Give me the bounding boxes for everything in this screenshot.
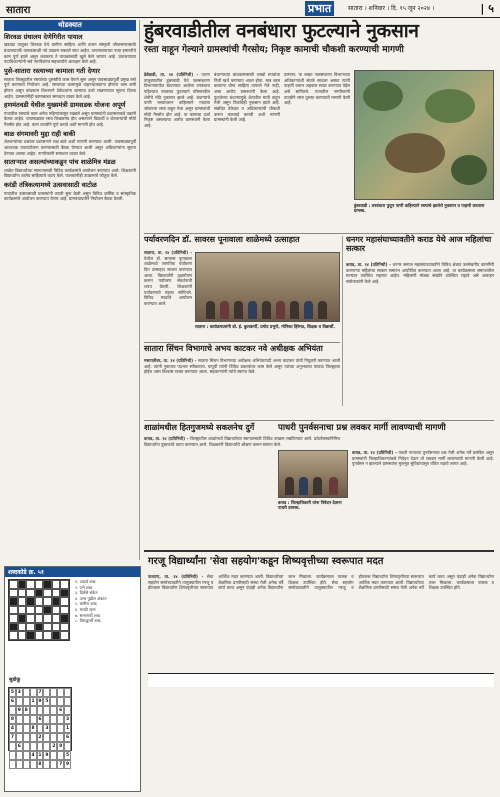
main-story-text: पाटण तालुक्यातील हुंबरवाडी येथे जलसंधारण विभागामार्फत बांधण्यात आलेला वनबंधारा पहिल्याच पावसात फुटल्याने परिसरातील शेतीचे मोठे नुकसान झाले आहे. बंधाऱ्याचे पाणी रस्त्यावरून वाहिल्याने गावाला जोडणारा रस्ता वाहून गेला असून ग्रामस्थांची मोठी गैरसोय होत आहे. या कामाचा दर्जा निकृष्ट असल्याचा आरोप ग्रामस्थांनी केला आहे. [144, 72, 210, 129]
story-headline: पाधरी पुनर्वसनाचा प्रश्न लवकर मार्गी लावण्याची मागणी [278, 423, 446, 433]
sudoku-cell: 8 [38, 762, 42, 767]
story-dateline: कराड, ता. १४ (प्रतिनिधी) - [144, 436, 189, 441]
main-story-col-3 [284, 72, 350, 230]
brief-item [4, 182, 136, 202]
main-story-col-1 [144, 72, 210, 230]
divider [144, 342, 340, 343]
sudoku-cell: 7 [38, 690, 42, 695]
sudoku-cell [64, 742, 71, 751]
briefs-tag: थोडक्यात [4, 20, 136, 31]
sudoku-cell [9, 760, 16, 769]
sudoku-cell [50, 688, 57, 697]
divider [144, 420, 494, 421]
sudoku-cell [23, 697, 30, 706]
story-body: सातारा सिंचन विभागाच्या अधीक्षक अभियंतापदी अभय काटकर यांची नियुक्ती करण्यात आली आहे. त्यांनी नुकताच पदभार स्वीकारला. यापूर्वी त्यांनी विविध प्रकल्पांवर काम केले असून त्यांच्या अनुभवाचा फायदा जिल्ह्याला होईल असा विश्वास व्यक्त करण्यात आला. सहकाऱ्यांनी त्यांचे स्वागत केले. [144, 358, 340, 375]
sudoku-cell: 9 [45, 753, 49, 758]
sudoku-cell [30, 742, 37, 751]
sudoku-cell: 9 [17, 708, 21, 713]
brief-text: गावातील रस्त्याचे काम अनेक महिन्यांपासून रखडले असून ग्रामस्थांनी प्रशासनाकडे तक्रारी केल्या आहेत. पावसाळ्यात रस्ता चिखलमय होत असल्याने विद्यार्थी व शेतकऱ्यांची मोठी गैरसोय होत आहे. काम तातडीने पूर्ण करावे अशी मागणी होत आहे. [4, 110, 136, 128]
brief-text: गावातील उत्सवासाठी ग्रामस्थांनी तयारी सुरू केली असून विविध धार्मिक व सांस्कृतिक कार्यक्रमांचे आयोजन करण्यात येणार आहे. ग्रामपंचायतीने नियोजन बैठक घेतली. [4, 190, 136, 202]
footer-strip [148, 673, 494, 687]
sudoku-cell: 5 [10, 690, 14, 695]
clue: ४. उत्तर पुढील अंकात [75, 595, 107, 601]
sudoku-title: सुडोकू [9, 677, 21, 683]
sudoku-cell [23, 742, 30, 751]
sudoku-cell [37, 742, 44, 751]
crossword-clues [75, 579, 139, 624]
crossword-title: शब्दकोडे क्र. ५१ [5, 567, 140, 577]
newspaper-logo: प्रभात [305, 1, 334, 16]
sudoku-cell [50, 724, 57, 733]
brief-item [4, 131, 136, 156]
story-text [346, 262, 494, 406]
sudoku-cell [30, 733, 37, 742]
clue: ८. विरुद्धार्थी शब्द [75, 618, 101, 624]
clue: १. आडवे शब्द [75, 579, 96, 584]
sudoku-cell [64, 688, 71, 697]
sudoku-cell: 5 [45, 699, 49, 704]
puzzle-box [4, 566, 141, 792]
sudoku-cell [30, 706, 37, 715]
story-body: धनगर समाज महासंघाच्यावतीने विविध क्षेत्रात उल्लेखनीय कामगिरी करणाऱ्या महिलांचा सत्कार समारंभ आयोजित करण्यात आला आहे. या कार्यक्रमाला समाजातील मान्यवर उपस्थित राहणार आहेत. महिलांनी मोठ्या संख्येने उपस्थित राहावे असे आवाहन संयोजकांनी केले आहे. [346, 262, 494, 285]
brief-headline: बाळ संगमावरी मुद्दा राही बाकी [4, 129, 76, 138]
story-body: पाधरी गावाच्या पुनर्वसनाचा प्रश्न गेली अनेक वर्षे प्रलंबित असून ग्रामस्थांनी जिल्हाधिकाऱ्यांकडे निवेदन देऊन तो लवकर मार्गी लावण्याची मागणी केली आहे. पुनर्वसन न झाल्याने ग्रामस्थांना मूलभूत सुविधांपासून वंचित राहावे लागत आहे. [352, 450, 494, 467]
sudoku-cell [57, 697, 64, 706]
clue: ३. दिलेले संकेत [75, 590, 98, 596]
sudoku-cell [50, 733, 57, 742]
story-body: जिल्ह्यातील शाळांमध्ये विद्यार्थ्यांच्या स्वागतासाठी विविध उपक्रम राबविण्यात आले. प्रवेशोत्सवानिमित्त विद्यार्थ्यांना पुस्तकांचे वाटप करण्यात आले. शिक्षकांनी विद्यार्थ्यांचे औक्षण करून स्वागत केले. [144, 436, 340, 447]
sudoku-cell: 5 [65, 753, 70, 758]
clue: ७. समानार्थी शब्द [75, 612, 101, 618]
bottom-story-text [148, 574, 494, 669]
brief-text: खंडाळा तालुका शिरवळ येथे ग्रामीण साहित्य आणि वाचन संस्कृती जोपासण्यासाठी ग्रंथालयातर्फे वाचकांसाठी नवे उपक्रम राबवले जात आहेत. वाचनालयाच्या नव्या इमारतीचे काम पूर्ण झाले असून लवकरच ते वाचकांसाठी खुले केले जाणार आहे. ग्रंथालयाच्या पदाधिकाऱ्यांनी सर्व नागरिकांना सहकार्याचे आवाहन केले आहे. [4, 42, 136, 65]
story-headline: पर्यावरणदिन डॉ. सावरस पूनावाला शाळेमध्ये उत्साहात [144, 235, 300, 244]
story-text [144, 358, 340, 416]
story-body: येथील डॉ. सायरस पूनावाला शाळेमध्ये जागतिक पर्यावरण दिन उत्साहात साजरा करण्यात आला. विद्यार्थ्यांनी वृक्षारोपण करून पर्यावरण संवर्धनाची शपथ घेतली. शिक्षकांनी पर्यावरणाचे महत्त्व सांगितले. विविध स्पर्धांचे आयोजन करण्यात आले. [144, 255, 192, 307]
school-photo-caption: सातारा : कार्यक्रमप्रसंगी डॉ. ई. कुलकर्णी, प्रमोद प्रभुणे, मोनिका हिरेमठ, शिक्षक व विद्यार्थी. [195, 324, 335, 329]
memorandum-caption: कराड : जिल्हाधिकारी यांना निवेदन देताना पाधरी ग्रामस्थ. [278, 500, 342, 511]
sudoku-cell: 4 [10, 726, 14, 731]
sudoku-cell: 6 [38, 717, 42, 722]
main-headline: हुंबरवाडीतील वनबंधारा फुटल्याने नुकसान [144, 20, 419, 42]
sudoku-cell [23, 751, 30, 760]
sudoku-cell: 1 [38, 753, 42, 758]
clue: ६. मराठी म्हण [75, 606, 96, 612]
main-story-col-2 [214, 72, 280, 230]
sudoku-cell [9, 742, 16, 751]
brief-headline: साताऱ्यात असल्यांच्याकडून पांच शाळेमित्र मंडळ [4, 158, 116, 167]
brief-headline: हणमंतवडी येथील मुख्यमंत्री ग्रामसडक योजना अपूर्ण [4, 101, 126, 110]
sudoku-cell [9, 706, 16, 715]
brief-text: शाळेत विद्यार्थ्यांच्या स्वागतासाठी विविध कार्यक्रमांचे आयोजन करण्यात आले. शिक्षकांनी विद्यार्थ्यांना शालेय साहित्याचे वाटप केले. पालकांनीही उपक्रमाचे कौतुक केले. [4, 167, 136, 179]
sudoku-cell [43, 760, 50, 769]
bottom-headline: गरजू विद्यार्थ्यांना 'सेवा सहयोग'कडून शिष्यवृत्तीच्या स्वरूपात मदत [148, 556, 384, 567]
sudoku-cell [23, 724, 30, 733]
sudoku-cell: 6 [59, 708, 63, 713]
sudoku-cell [37, 724, 44, 733]
sudoku-cell: 9 [38, 699, 42, 704]
sudoku-cell: 8 [10, 717, 14, 722]
main-subheadline: रस्ता वाहून गेल्याने ग्रामस्थांची गैरसोय; निकृष्ट कामाची चौकशी करण्याची मागणी [144, 45, 404, 55]
story-headline: सातारा सिंचन विभागाचे अभय काटकर नवे अधीक्षक अभियंता [144, 344, 323, 353]
sudoku-cell: 1 [65, 726, 70, 731]
sudoku-cell: 1 [31, 699, 35, 704]
sudoku-cell [50, 715, 57, 724]
sudoku-cell [57, 733, 64, 742]
briefs-column [4, 20, 140, 560]
sudoku-cell [50, 706, 57, 715]
sudoku-cell [30, 715, 37, 724]
divider [144, 550, 494, 552]
sudoku-cell [57, 715, 64, 724]
sudoku-cell: 7 [59, 762, 63, 767]
masthead [0, 0, 500, 18]
sudoku-cell [50, 760, 57, 769]
sudoku-cell: 8 [59, 744, 63, 749]
brief-item [4, 159, 136, 179]
sudoku-cell [16, 715, 23, 724]
sudoku-cell [16, 724, 23, 733]
crossword-grid [8, 579, 70, 641]
page-number: | ५ [480, 2, 494, 15]
sudoku-cell: 7 [10, 735, 14, 740]
sudoku-cell [23, 733, 30, 742]
clue: ५. ग्रामीण शब्द [75, 601, 97, 607]
brief-text: शेतकऱ्यांच्या प्रश्नांवर प्रशासनाने लक्ष द्यावे अशी मागणी करण्यात आली. पावसाळ्यापूर्वी आवश्यक उपाययोजना करण्यासाठी बैठक घेण्यात आली असून अधिकाऱ्यांना सूचना देण्यात आल्या आहेत. नागरिकांनी समाधान व्यक्त केले. [4, 139, 136, 156]
sudoku-cell [50, 697, 57, 706]
brief-item [4, 68, 136, 99]
story-dateline: सातारा, ता. १४ (प्रतिनिधी) - [144, 250, 192, 255]
issue-date: सातारा । शनिवार । दि. १५ जून २०२४ । [348, 5, 435, 12]
sudoku-cell [23, 688, 30, 697]
sudoku-cell [50, 751, 57, 760]
brief-headline: पुसे-सातारा रस्त्याच्या कामाला गती देणार [4, 67, 101, 76]
main-story-photo [354, 70, 494, 200]
sudoku-cell: 6 [10, 699, 14, 704]
story-body: सेवा सहयोग संस्थेच्यावतीने तालुक्यातील गरजू व होतकरू विद्यार्थ्यांना शिष्यवृत्तीच्या स्वरूपात आर्थिक मदत करण्यात आली. विद्यार्थ्यांच्या शैक्षणिक प्रगतीसाठी संस्था गेली अनेक वर्षे कार्य करत असून यंदाही अनेक विद्यार्थ्यांना लाभ मिळाला. कार्यक्रमाला पालक व शिक्षक उपस्थित होते. [148, 574, 354, 591]
sudoku-cell [43, 742, 50, 751]
brief-headline: करंडी तंत्रिकत्यामध्ये उत्सवासाठी वाटोळ [4, 181, 97, 190]
sudoku-cell [37, 706, 44, 715]
story-dateline: कराड, ता. १४ (प्रतिनिधी) - [346, 262, 391, 267]
sudoku-cell [43, 706, 50, 715]
sudoku-cell [57, 688, 64, 697]
main-story-text: दरम्यान, या बाबत जलसंधारण विभागाच्या अधिकाऱ्यांशी संपर्क साधला असता त्यांनी पाहणी करून अहवाल सादर करण्यात येईल असे सांगितले. गावातील नागरिकांनी तातडीने रस्ता दुरुस्त करण्याची मागणी केली आहे. [284, 72, 350, 106]
sudoku-cell: 2 [38, 735, 42, 740]
story-text [352, 450, 494, 538]
clue: २. उभे शब्द [75, 584, 93, 590]
story-dateline: फलटण, ता. १४ (प्रतिनिधी) - [148, 574, 204, 579]
story-headline: शाळांमधील हितगुजमध्ये सकलनेच दुर्गे [144, 423, 255, 432]
sudoku-cell: 6 [17, 744, 21, 749]
main-photo-caption: हुंबरवाडी : वनबंधारा फुटून पाणी वाहिल्याने रस्त्याचे झालेले नुकसान व पाहणी करताना ग्रामस्थ. [354, 203, 485, 214]
sudoku-cell [16, 760, 23, 769]
sudoku-cell [57, 751, 64, 760]
sudoku-cell: 3 [65, 717, 70, 722]
sudoku-cell [16, 697, 23, 706]
sudoku-cell [16, 733, 23, 742]
story-headline: धनगर महासंघाच्यावतीने कराड येथे आज महिलांचा सत्कार [346, 235, 492, 253]
main-story-text: बंधाऱ्याच्या बांधकामासाठी लाखो रुपयांचा निधी खर्च करण्यात आला होता. मात्र काम करताना योग्य साहित्य वापरले गेले नाही, असा आरोप ग्रामस्थांनी केला आहे. फुटलेल्या बंधाऱ्यामुळे शेतातील माती वाहून गेली असून पिकांचेही नुकसान झाले आहे. संबंधित ठेकेदार व अधिकाऱ्यांची चौकशी करून कारवाई करावी अशी मागणी ग्रामस्थांनी केली आहे. [214, 72, 280, 123]
section-name: सातारा [6, 5, 31, 16]
sudoku-cell [23, 715, 30, 724]
sudoku-cell: 8 [24, 708, 28, 713]
sudoku-cell [9, 751, 16, 760]
brief-text: सातारा जिल्ह्यातील रस्त्यांच्या दुरुस्तीचे काम वेगाने सुरू असून पावसाळ्यापूर्वी प्रमुख रस्ते पूर्ण करण्याचे नियोजन आहे. रस्त्याच्या कामामुळे वाहनचालकांना होणारा त्रास कमी होणार असून बांधकाम विभागाने ठेकेदारांना कामाचा दर्जा राखण्याच्या सूचना दिल्या आहेत. ग्रामस्थांनीही कामाबाबत समाधान व्यक्त केले आहे. [4, 76, 136, 99]
sudoku-cell: 3 [17, 690, 21, 695]
divider [144, 233, 494, 234]
sudoku-grid [8, 687, 72, 767]
main-dateline: ढेबेवाडी, ता. १४ (प्रतिनिधी) - [144, 72, 199, 77]
sudoku-cell: 3 [45, 726, 49, 731]
sudoku-cell: 2 [52, 744, 56, 749]
sudoku-cell: 8 [31, 726, 35, 731]
sudoku-cell [43, 733, 50, 742]
sudoku-cell: 4 [31, 753, 35, 758]
divider [342, 236, 343, 406]
memorandum-photo [278, 450, 348, 498]
story-body: सेवा सहयोग संस्थेच्यावतीने तालुक्यातील गरजू व होतकरू विद्यार्थ्यांना शिष्यवृत्तीच्या स्वरूपात आर्थिक मदत करण्यात आली. विद्यार्थ्यांच्या शैक्षणिक प्रगतीसाठी संस्था गेली अनेक वर्षे कार्य करत असून यंदाही अनेक विद्यार्थ्यांना लाभ मिळाला. कार्यक्रमाला पालक व शिक्षक उपस्थित होते. [288, 574, 494, 591]
sudoku-cell [23, 760, 30, 769]
brief-headline: शिरवळ ग्रंथालय देणेगिरीत पायाल [4, 33, 83, 41]
story-dateline: मसापतीवर, ता. १४ (प्रतिनिधी) - [144, 358, 197, 363]
sudoku-cell [57, 724, 64, 733]
sudoku-cell [43, 688, 50, 697]
sudoku-cell [30, 688, 37, 697]
brief-item [4, 102, 136, 127]
brief-item [4, 34, 136, 65]
sudoku-cell: 9 [65, 762, 70, 767]
sudoku-cell [30, 760, 37, 769]
sudoku-cell [64, 706, 71, 715]
sudoku-cell [64, 697, 71, 706]
school-event-photo [195, 252, 340, 322]
sudoku-cell [43, 715, 50, 724]
story-dateline: कराड, ता. १४ (प्रतिनिधी) - [352, 450, 397, 455]
sudoku-cell: 6 [65, 735, 70, 740]
sudoku-cell [16, 751, 23, 760]
